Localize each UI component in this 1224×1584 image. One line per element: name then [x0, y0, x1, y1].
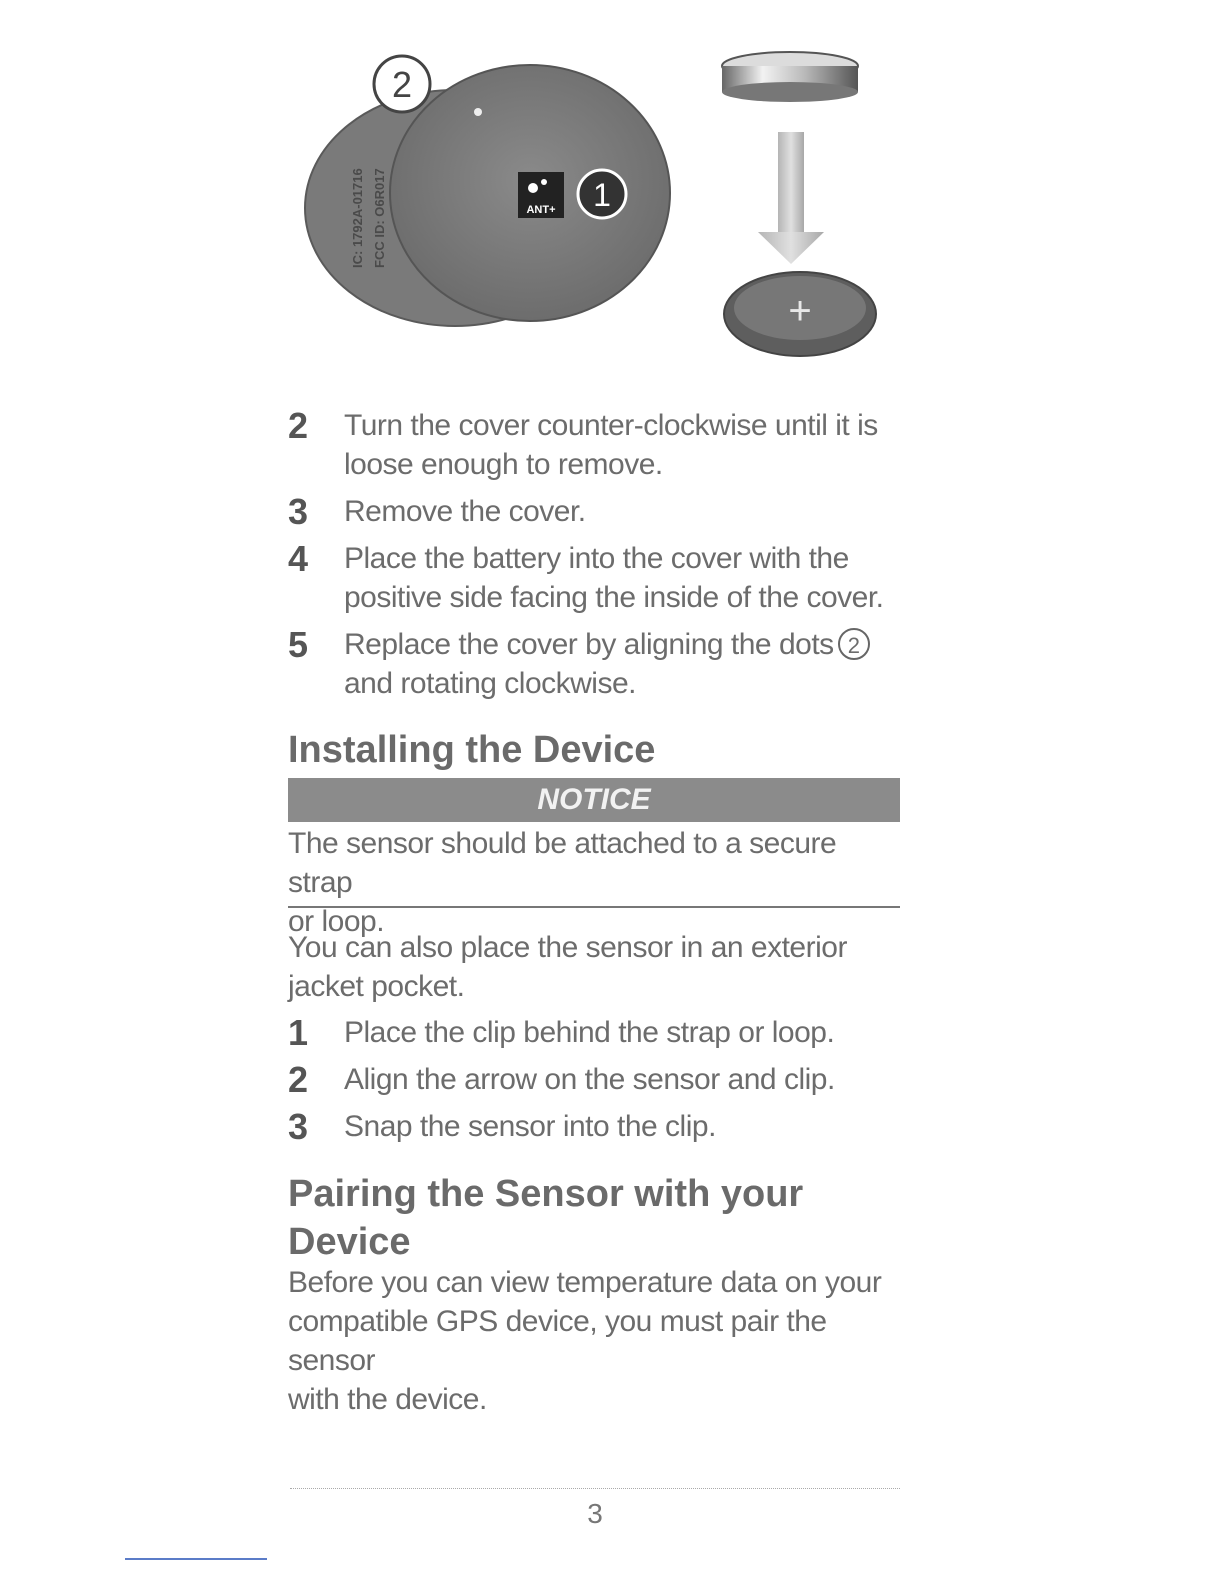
heading-line: Device [288, 1221, 411, 1263]
body-line: compatible GPS device, you must pair the sensor [288, 1305, 827, 1377]
notice-line: The sensor should be attached to a secure strap [288, 827, 837, 899]
step-text: and rotating clockwise. [344, 667, 636, 700]
step-number: 3 [288, 1106, 308, 1147]
installing-heading: Installing the Device [288, 729, 656, 771]
body-line: You can also place the sensor in an exterior [288, 931, 847, 964]
step-number: 3 [288, 491, 308, 532]
list-item [288, 539, 884, 617]
step-text: positive side facing the inside of the cover. [344, 581, 884, 614]
callout-1-label: 1 [593, 177, 611, 213]
callout-2-icon: 2 [838, 628, 870, 660]
step-text: Replace the cover by aligning the dots [344, 628, 834, 661]
step-text: Remove the cover. [344, 495, 586, 528]
step-text: loose enough to remove. [344, 448, 663, 481]
battery-steps-list [288, 406, 884, 711]
list-item [288, 1107, 835, 1146]
alignment-dot [474, 108, 482, 116]
list-item [288, 625, 884, 703]
notice-label: NOTICE [537, 783, 651, 816]
list-item [288, 406, 884, 484]
installing-body [288, 928, 908, 1006]
step-number: 5 [288, 624, 308, 665]
list-item [288, 1013, 835, 1052]
body-line: jacket pocket. [288, 970, 465, 1003]
list-item [288, 1060, 835, 1099]
step-text: Turn the cover counter-clockwise until it is [344, 409, 878, 442]
step-text: Snap the sensor into the clip. [344, 1110, 716, 1143]
notice-banner [288, 778, 900, 822]
step-number: 1 [288, 1012, 308, 1053]
footer-divider [290, 1488, 900, 1489]
notice-line: or loop. [288, 905, 385, 938]
device-label-ic: IC: 1792A-01716 [350, 168, 365, 268]
page-number: 3 [587, 1498, 603, 1529]
notice-text [288, 824, 908, 941]
pairing-heading [288, 1170, 803, 1266]
step-number: 2 [288, 1059, 308, 1100]
step-number: 2 [288, 405, 308, 446]
step-text: Align the arrow on the sensor and clip. [344, 1063, 835, 1096]
down-arrow-icon [778, 132, 804, 232]
callout-2-label: 2 [391, 64, 413, 105]
step-number: 4 [288, 538, 308, 579]
battery-installation-illustration [290, 28, 910, 378]
body-line: with the device. [288, 1383, 487, 1416]
pairing-body [288, 1263, 908, 1419]
body-line: Before you can view temperature data on your [288, 1266, 882, 1299]
notice-divider [288, 906, 900, 908]
ant-logo-text: ANT+ [526, 204, 556, 216]
corner-line [125, 1558, 267, 1560]
step-text: Place the clip behind the strap or loop. [344, 1016, 835, 1049]
step-text: Place the battery into the cover with the [344, 542, 849, 575]
device-label-fcc: FCC ID: O6R017 [372, 168, 387, 268]
install-steps-list [288, 1013, 835, 1154]
positive-symbol: + [788, 289, 812, 333]
list-item [288, 492, 884, 531]
heading-line: Pairing the Sensor with your [288, 1173, 804, 1215]
